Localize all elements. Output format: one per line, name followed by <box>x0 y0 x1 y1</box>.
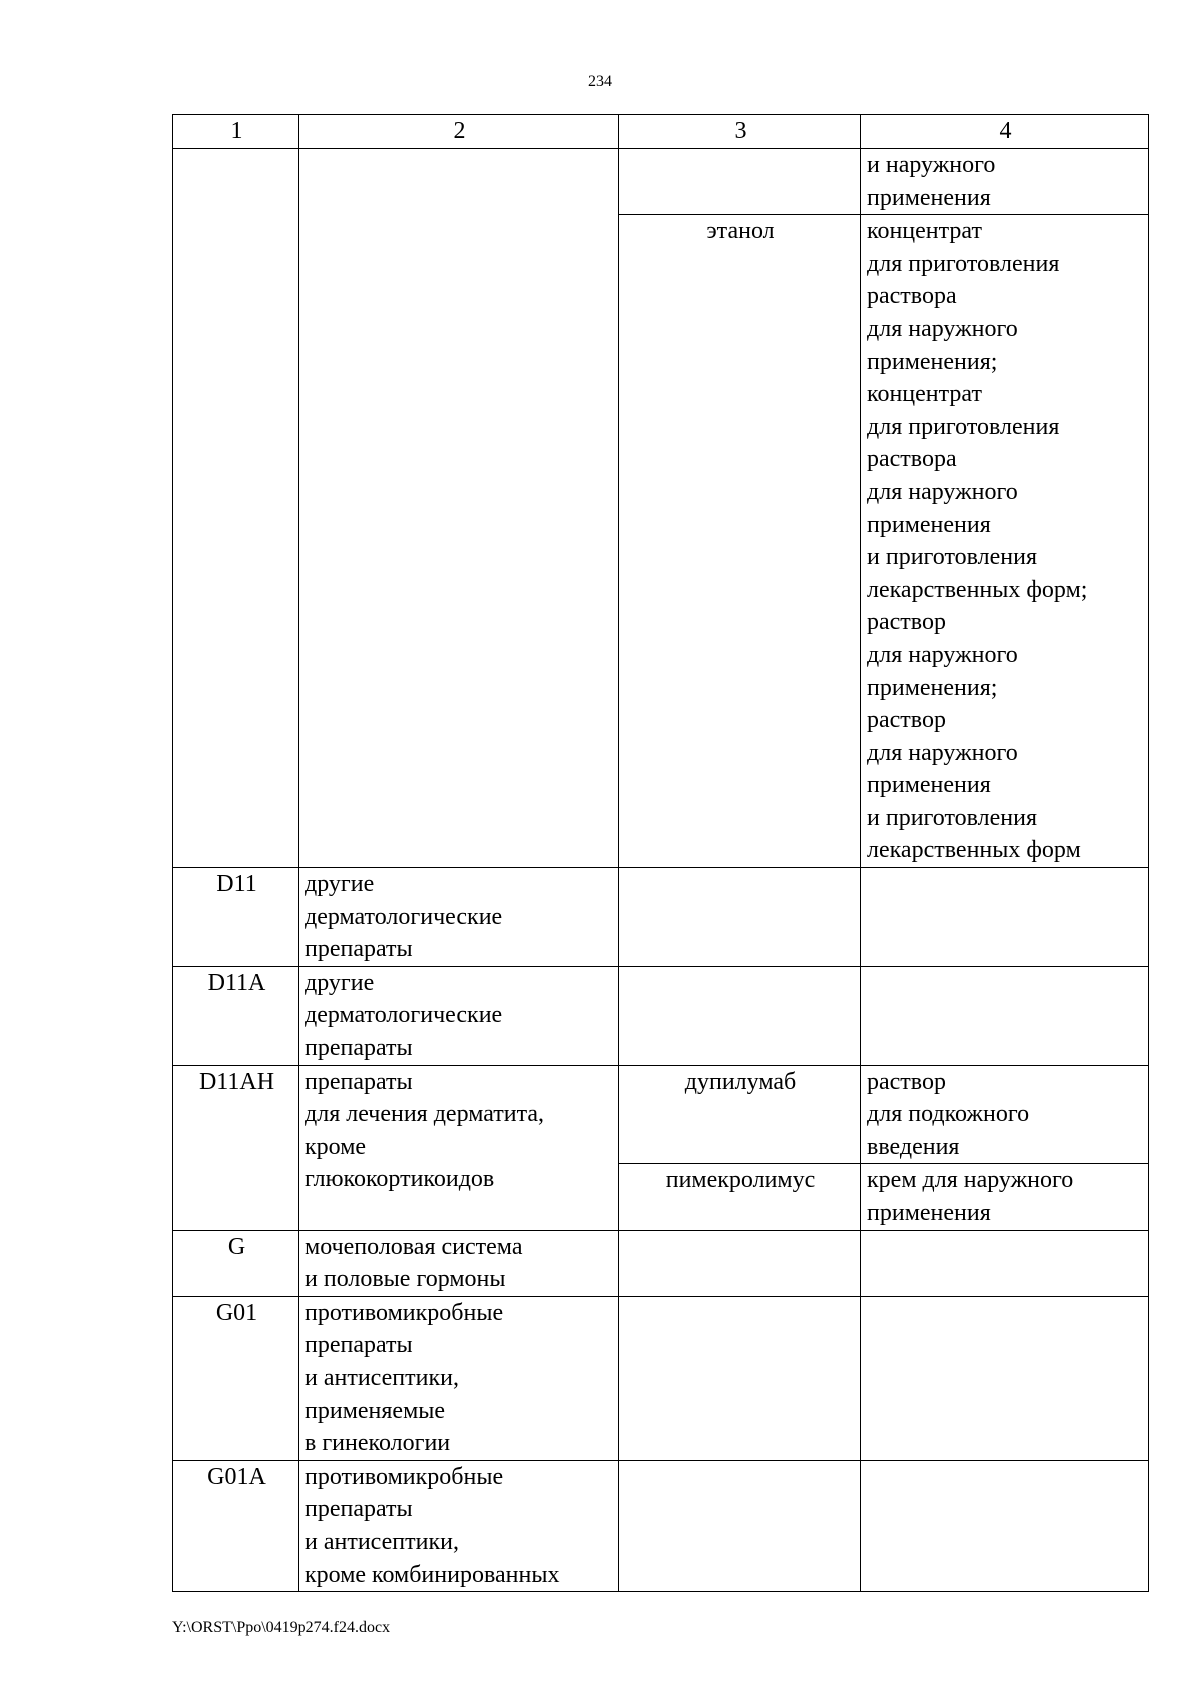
name-cell <box>299 966 619 1065</box>
form-line: применения <box>867 511 991 538</box>
name-line: другие <box>305 969 375 996</box>
substance-cell: дупилумаб <box>619 1065 861 1164</box>
form-line: применения; <box>867 348 998 375</box>
code-cell: D11AH <box>173 1065 299 1230</box>
form-line: и наружного <box>867 152 996 178</box>
name-line: дерматологические <box>305 1002 503 1029</box>
form-line: для наружного <box>867 315 1018 342</box>
name-line: другие <box>305 871 375 898</box>
name-cell <box>299 1065 619 1230</box>
table-row <box>173 1065 1149 1164</box>
name-line: препараты <box>305 1068 413 1095</box>
form-line: применения <box>867 184 991 211</box>
code-cell: G <box>173 1230 299 1296</box>
substance-cell <box>619 149 861 215</box>
table-row <box>173 1460 1149 1591</box>
name-line: применяемые <box>305 1397 446 1424</box>
name-cell <box>299 868 619 967</box>
name-cell <box>299 1460 619 1591</box>
name-line: дерматологические <box>305 903 503 930</box>
name-line: противомикробные <box>305 1463 504 1490</box>
substance-cell <box>619 1230 861 1296</box>
form-line: раствор <box>867 1068 946 1095</box>
substance-cell: пимекролимус <box>619 1164 861 1230</box>
substance-cell <box>619 966 861 1065</box>
form-line: для приготовления <box>867 250 1060 277</box>
code-cell: D11A <box>173 966 299 1065</box>
form-line: для наружного <box>867 739 1018 766</box>
name-line: препараты <box>305 1332 413 1359</box>
page-number: 234 <box>588 73 612 90</box>
form-line: введения <box>867 1133 960 1160</box>
name-cell <box>299 1296 619 1460</box>
code-cell <box>173 149 299 868</box>
header-col-4: 4 <box>861 115 1149 149</box>
substance-cell <box>619 1460 861 1591</box>
form-line: применения <box>867 772 991 799</box>
form-cell <box>861 1065 1149 1164</box>
name-line: противомикробные <box>305 1299 504 1326</box>
name-line: препараты <box>305 936 413 963</box>
form-line: для подкожного <box>867 1101 1030 1128</box>
form-cell <box>861 1230 1149 1296</box>
name-line: и половые гормоны <box>305 1266 506 1293</box>
form-line: и приготовления <box>867 804 1038 831</box>
medication-table <box>172 114 1149 1592</box>
form-line: концентрат <box>867 381 982 408</box>
table-row <box>173 149 1149 215</box>
table-row <box>173 1230 1149 1296</box>
form-cell <box>861 1296 1149 1460</box>
form-line: и приготовления <box>867 544 1038 571</box>
form-line: раствора <box>867 283 957 310</box>
name-line: препараты <box>305 1035 413 1062</box>
form-cell <box>861 868 1149 967</box>
name-line: препараты <box>305 1496 413 1523</box>
form-line: для приготовления <box>867 413 1060 440</box>
name-line: мочеполовая система <box>305 1233 523 1260</box>
table-header-row <box>173 115 1149 149</box>
name-line: и антисептики, <box>305 1364 459 1391</box>
substance-cell: этанол <box>619 215 861 868</box>
substance-cell <box>619 868 861 967</box>
form-cell <box>861 1164 1149 1230</box>
table-row <box>173 868 1149 967</box>
name-line: в гинекологии <box>305 1430 451 1457</box>
name-line: кроме комбинированных <box>305 1561 560 1588</box>
code-cell: D11 <box>173 868 299 967</box>
form-cell <box>861 1460 1149 1591</box>
form-line: лекарственных форм; <box>867 576 1088 603</box>
name-cell <box>299 149 619 868</box>
header-col-1: 1 <box>173 115 299 149</box>
name-cell <box>299 1230 619 1296</box>
table-row <box>173 966 1149 1065</box>
form-line: для наружного <box>867 641 1018 668</box>
form-cell <box>861 215 1149 868</box>
substance-cell <box>619 1296 861 1460</box>
form-line: концентрат <box>867 218 982 245</box>
name-line: для лечения дерматита, <box>305 1101 545 1128</box>
form-line: раствор <box>867 707 946 734</box>
code-cell: G01 <box>173 1296 299 1460</box>
document-path-footer: Y:\ORST\Ppo\0419p274.f24.docx <box>172 1619 391 1636</box>
header-col-2: 2 <box>299 115 619 149</box>
form-line: лекарственных форм <box>867 837 1081 864</box>
form-line: для наружного <box>867 478 1018 505</box>
form-line: раствор <box>867 609 946 636</box>
header-col-3: 3 <box>619 115 861 149</box>
code-cell: G01A <box>173 1460 299 1591</box>
form-line: крем для наружного <box>867 1167 1074 1194</box>
form-line: применения; <box>867 674 998 701</box>
form-cell <box>861 966 1149 1065</box>
name-line: и антисептики, <box>305 1528 459 1555</box>
form-line: применения <box>867 1200 991 1226</box>
name-line: глюкокортикоидов <box>305 1166 495 1193</box>
form-line: раствора <box>867 446 957 473</box>
form-cell <box>861 149 1149 215</box>
table-row <box>173 1296 1149 1460</box>
name-line: кроме <box>305 1133 367 1160</box>
